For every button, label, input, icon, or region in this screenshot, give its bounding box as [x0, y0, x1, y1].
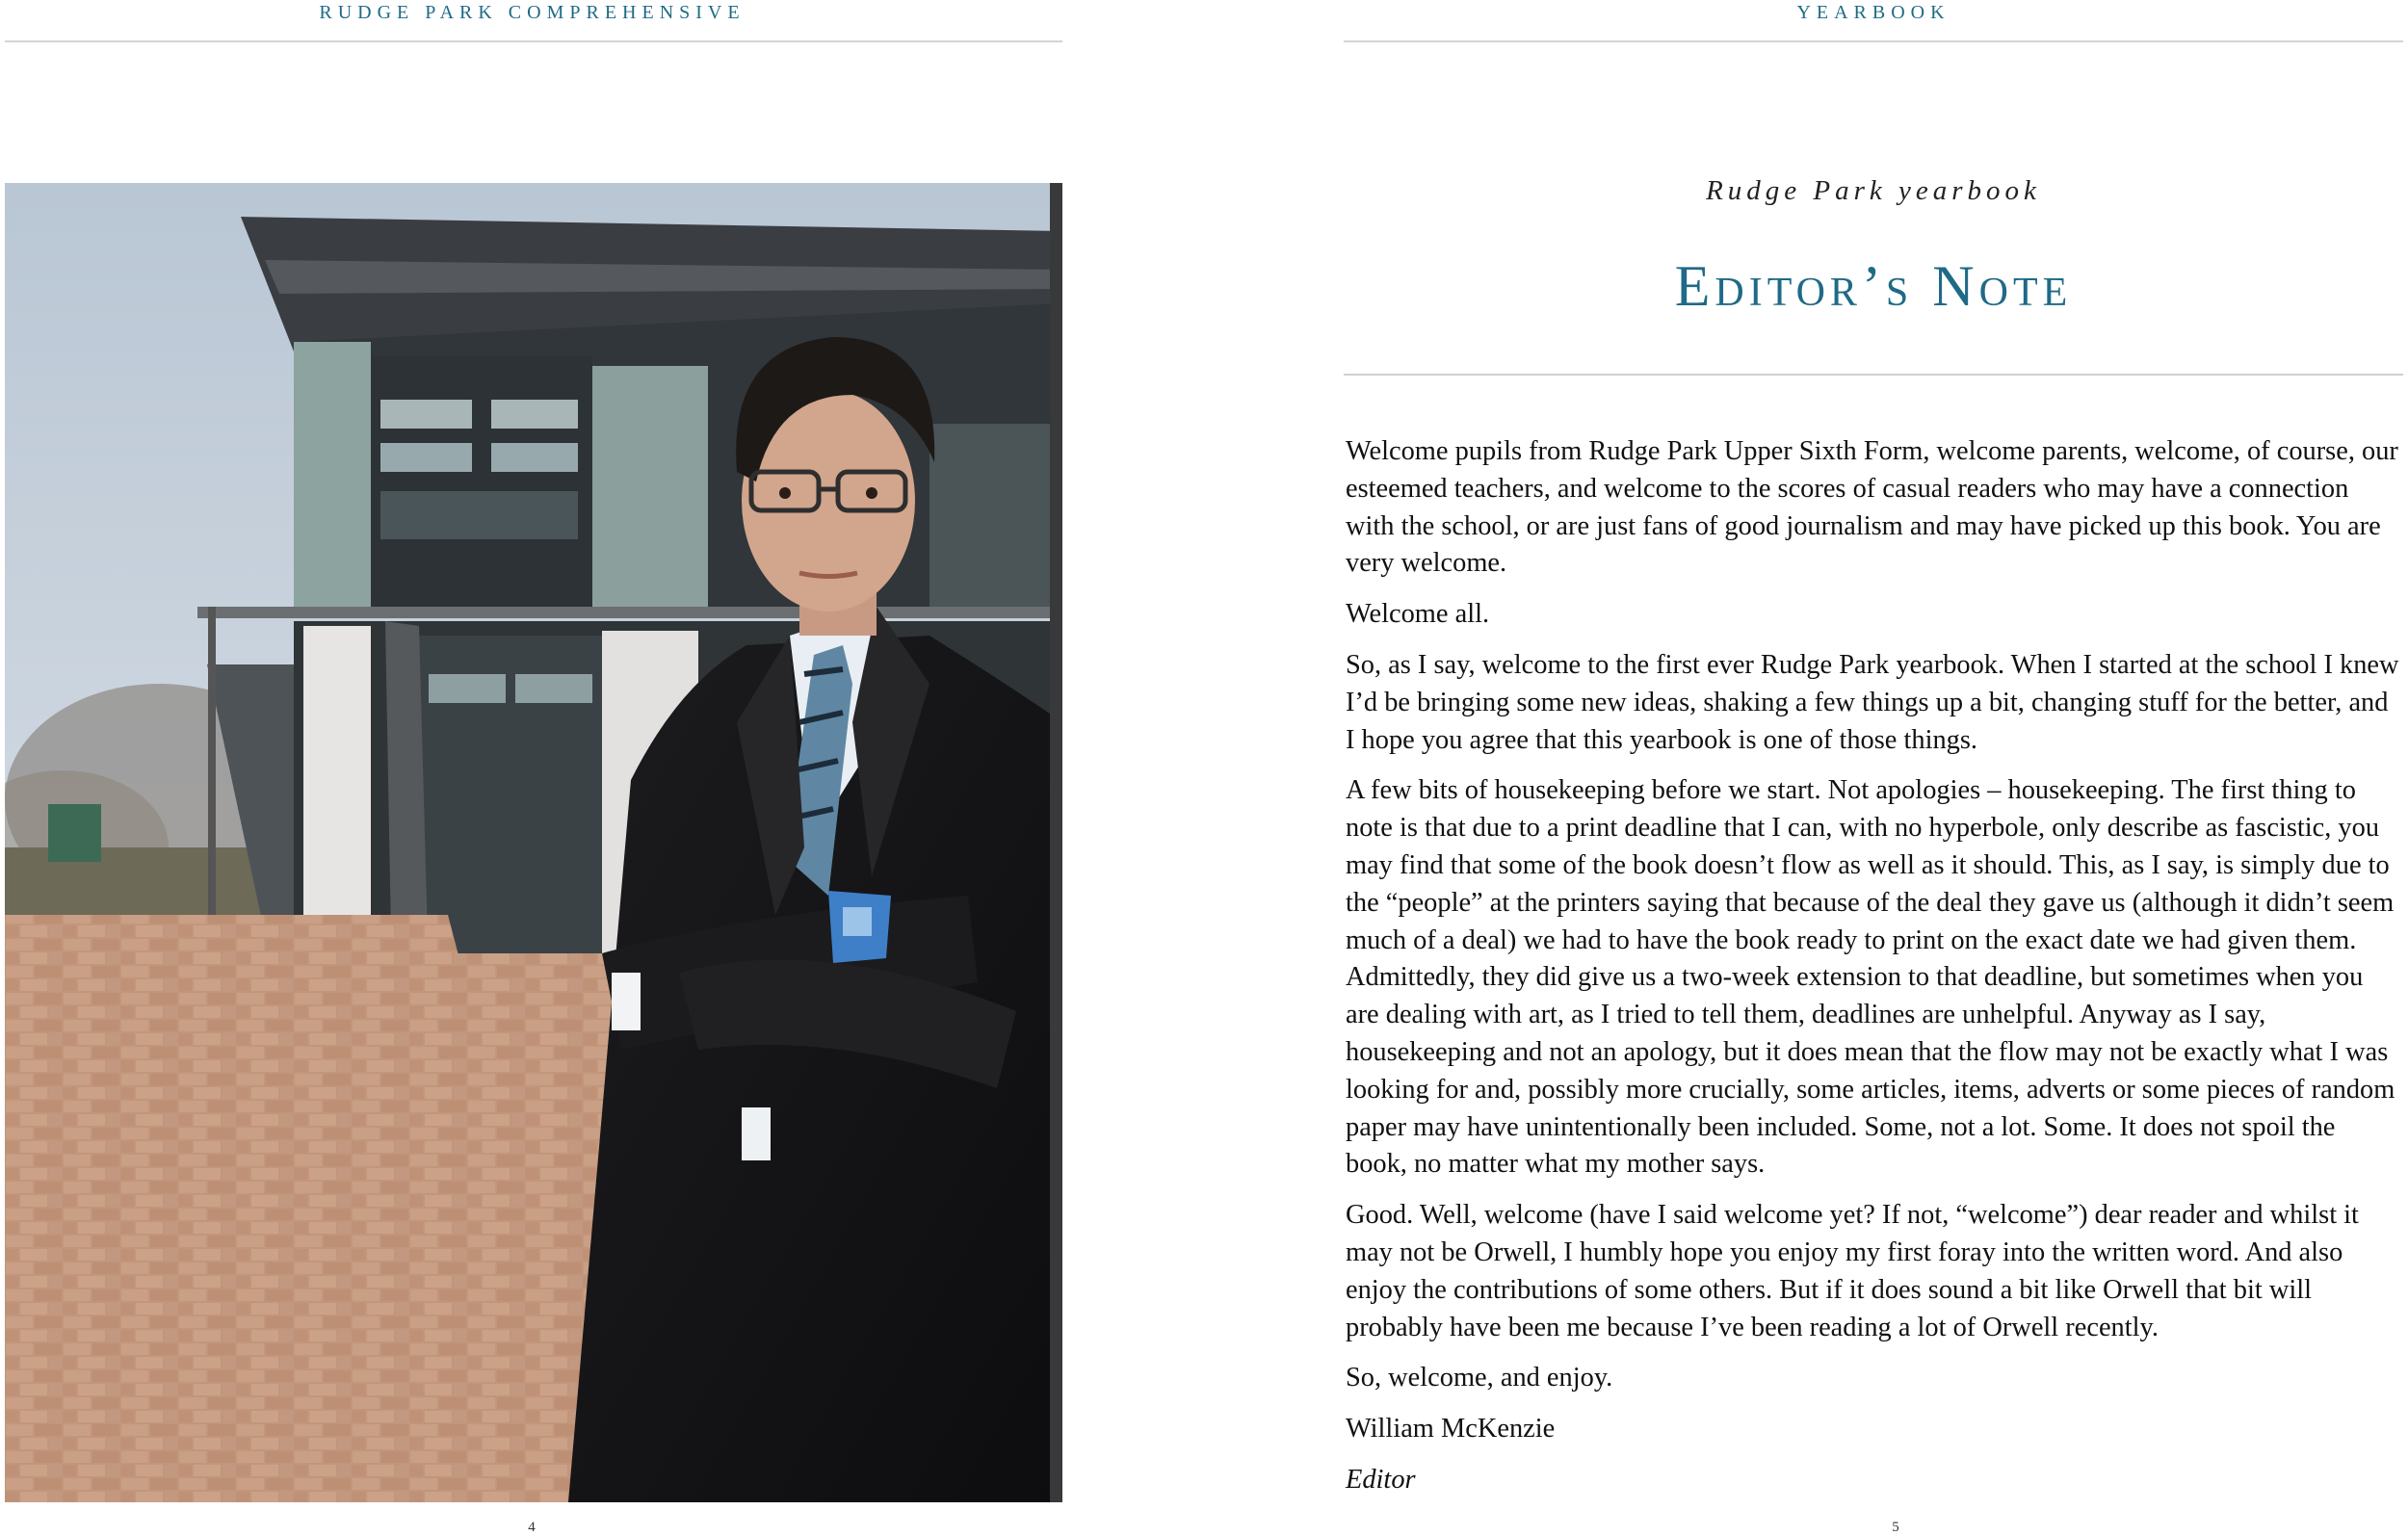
page-number-right: 5	[1892, 1520, 1899, 1535]
running-head-right: YEARBOOK	[1796, 2, 1950, 23]
paragraph: Welcome pupils from Rudge Park Upper Sixth Form, welcome parents, welcome, of course, our esteemed teachers, and welcome to the scores of casual readers who may have a connection with the school, or are just fans of good journalism and may have picked up this book. You are very welcome.	[1346, 436, 2398, 579]
paragraph: Welcome all.	[1346, 599, 1490, 630]
signature-role: Editor	[1346, 1464, 1416, 1495]
editor-portrait-photo	[5, 183, 1062, 1502]
title-rule	[1344, 374, 2403, 376]
paragraph: So, welcome, and enjoy.	[1346, 1363, 1613, 1393]
right-page	[1204, 0, 2408, 1534]
running-head-left: RUDGE PARK COMPREHENSIVE	[319, 2, 746, 23]
paragraph: A few bits of housekeeping before we start. Not apologies – housekeeping. The first thing to note is that due to a print deadline that I can, with no hyperbole, only describe as fascistic, you may find that some of the book doesn’t flow as well as it should. This, as I say, is simply due to the “people” at the printers saying that because of the deal they gave us (although it didn’t seem much of a deal) we had to have the book ready to print on the exact date we had given them. Admittedly, they did give us a two-week extension to that deadline, but sometimes when you are dealing with art, as I tried to tell them, deadlines are unhelpful. Anyway as I say, housekeeping and not an apology, but it does mean that the flow may not be exactly what I was looking for and, possibly more crucially, some articles, items, adverts or some pieces of random paper may have unintentionally been included. Some, not a lot. Some. It does not spoil the book, no matter what my mother says.	[1346, 775, 2395, 1180]
page-title: Editor’s Note	[1674, 254, 2073, 318]
editor-note-body	[1346, 433, 2403, 1513]
header-rule-left	[5, 40, 1062, 42]
signature-name: William McKenzie	[1346, 1414, 1556, 1445]
header-rule-right	[1344, 40, 2403, 42]
paragraph: So, as I say, welcome to the first ever Rudge Park yearbook. When I started at the school I knew I’d be bringing some new ideas, shaking a few things up a bit, changing stuff for the better, and I hope you agree that this yearbook is one of those things.	[1346, 649, 2399, 755]
paragraph: Good. Well, welcome (have I said welcome yet? If not, “welcome”) dear reader and whilst it may not be Orwell, I humbly hope you enjoy my first foray into the written word. And also enjoy the contributions of some others. But if it does sound a bit like Orwell that bit will probably have been me because I’ve been reading a lot of Orwell recently.	[1346, 1200, 2359, 1342]
page-number-left: 4	[528, 1520, 536, 1535]
left-page	[0, 0, 1204, 1534]
section-kicker: Rudge Park yearbook	[1706, 175, 2041, 206]
